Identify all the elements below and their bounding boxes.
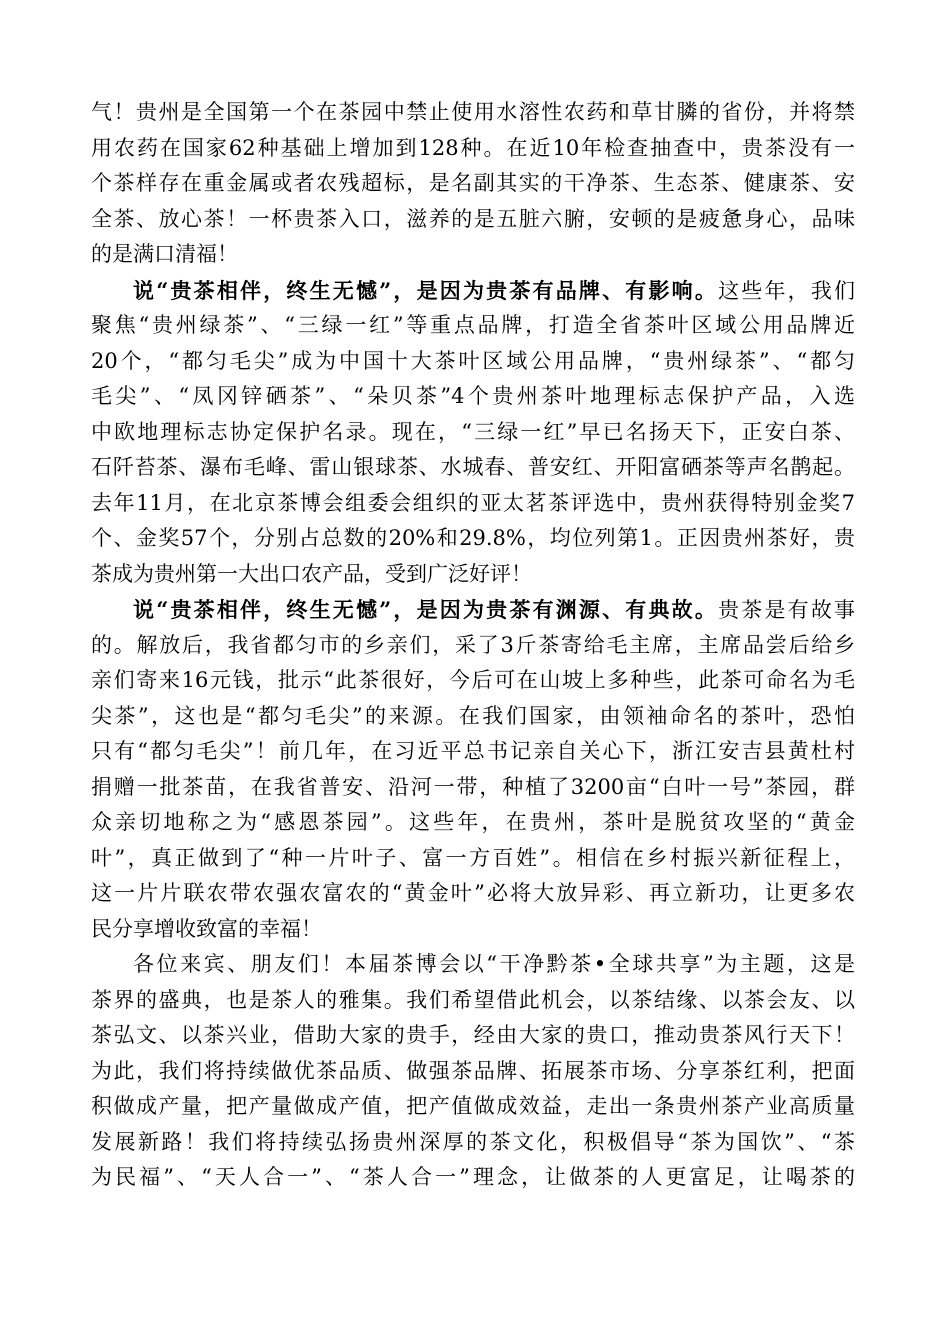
text-line: 中欧地理标志协定保护名录。现在，“三绿一红”早已名扬天下，正安白茶、 bbox=[91, 419, 855, 444]
text-line bbox=[91, 273, 855, 309]
paragraph-3 bbox=[91, 592, 855, 947]
paragraph-1 bbox=[91, 95, 855, 273]
paragraph-4 bbox=[91, 947, 855, 1196]
text-line: 茶界的盛典，也是茶人的雅集。我们希望借此机会，以茶结缘、以茶会友、以 bbox=[91, 987, 855, 1012]
text-line: 这一片片联农带农强农富农的“黄金叶”必将大放异彩、再立新功，让更多农 bbox=[91, 881, 855, 905]
text-line: 叶”，真正做到了“种一片叶子、富一方百姓”。相信在乡村振兴新征程上， bbox=[91, 845, 855, 870]
text-line: 茶弘文、以茶兴业，借助大家的贵手，经由大家的贵口，推动贵茶风行天下！ bbox=[91, 1023, 855, 1047]
text-line: 只有“都匀毛尖”！前几年，在习近平总书记亲自关心下，浙江安吉县黄杜村 bbox=[91, 739, 855, 763]
text-line: 的。解放后，我省都匀市的乡亲们，采了3斤茶寄给毛主席，主席品尝后给乡 bbox=[91, 632, 855, 657]
text-line: 为此，我们将持续做优茶品质、做强茶品牌、拓展茶市场、分享茶红利，把面 bbox=[91, 1058, 855, 1083]
text-line: 20个，“都匀毛尖”成为中国十大茶叶区域公用品牌，“贵州绿茶”、“都匀 bbox=[91, 348, 855, 373]
text-line: 去年11月，在北京茶博会组委会组织的亚太茗茶评选中，贵州获得特别金奖7 bbox=[91, 490, 855, 515]
text-line bbox=[91, 592, 855, 628]
text-line: 发展新路！我们将持续弘扬贵州深厚的茶文化，积极倡导“茶为国饮”、“茶 bbox=[91, 1129, 855, 1154]
text-line: 各位来宾、朋友们！本届茶博会以“干净黔茶•全球共享”为主题，这是 bbox=[133, 952, 855, 976]
text-line: 石阡苔茶、瀑布毛峰、雷山银球茶、水城春、普安红、开阳富硒茶等声名鹊起。 bbox=[91, 455, 855, 479]
text-span: 这些年，我们 bbox=[718, 278, 855, 303]
text-line: 全茶、放心茶！一杯贵茶入口，滋养的是五脏六腑，安顿的是疲惫身心，品味 bbox=[91, 206, 855, 231]
text-line: 茶成为贵州第一大出口农产品，受到广泛好评！ bbox=[91, 561, 532, 586]
text-line: 用农药在国家62种基础上增加到128种。在近10年检查抽查中，贵茶没有一 bbox=[91, 135, 855, 160]
text-line: 亲们寄来16元钱，批示“此茶很好，今后可在山坡上多种些，此茶可命名为毛 bbox=[91, 668, 855, 692]
text-line: 民分享增收致富的幸福！ bbox=[91, 916, 322, 941]
paragraph-2 bbox=[91, 273, 855, 593]
bold-heading-phrase: 说“贵茶相伴，终生无憾”，是因为贵茶有渊源、有典故。 bbox=[133, 597, 719, 622]
text-line: 毛尖”、“凤冈锌硒茶”、“朵贝茶”4个贵州茶叶地理标志保护产品，入选 bbox=[91, 384, 855, 408]
text-line: 捐赠一批茶苗，在我省普安、沿河一带，种植了3200亩“白叶一号”茶园，群 bbox=[91, 774, 855, 799]
text-line: 积做成产量，把产量做成产值，把产值做成效益，走出一条贵州茶产业高质量 bbox=[91, 1094, 855, 1118]
text-line: 个、金奖57个，分别占总数的20%和29.8%，均位列第1。正因贵州茶好，贵 bbox=[91, 526, 855, 550]
text-line: 为民福”、“天人合一”、“茶人合一”理念，让做茶的人更富足，让喝茶的 bbox=[91, 1165, 855, 1189]
document-page bbox=[91, 95, 855, 1196]
text-line: 气！贵州是全国第一个在茶园中禁止使用水溶性农药和草甘膦的省份，并将禁 bbox=[91, 100, 855, 124]
text-line: 聚焦“贵州绿茶”、“三绿一红”等重点品牌，打造全省茶叶区域公用品牌近 bbox=[91, 313, 855, 337]
text-line: 的是满口清福！ bbox=[91, 242, 238, 266]
text-span: 贵茶是有故事 bbox=[718, 598, 855, 622]
bold-heading-phrase: 说“贵茶相伴，终生无憾”，是因为贵茶有品牌、有影响。 bbox=[133, 277, 719, 303]
text-line: 个茶样存在重金属或者农残超标，是名副其实的干净茶、生态茶、健康茶、安 bbox=[91, 171, 855, 195]
text-line: 尖茶”，这也是“都匀毛尖”的来源。在我们国家，由领袖命名的茶叶，恐怕 bbox=[91, 703, 855, 728]
text-line: 众亲切地称之为“感恩茶园”。这些年，在贵州，茶叶是脱贫攻坚的“黄金 bbox=[91, 810, 855, 834]
